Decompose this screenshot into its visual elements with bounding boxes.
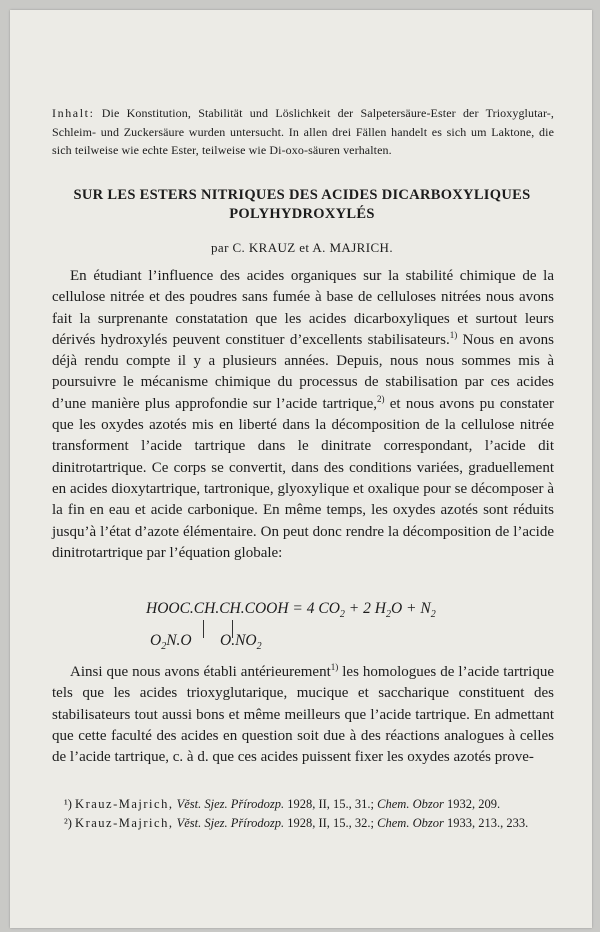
body-text-continued <box>52 662 554 768</box>
equation-term-h2o: + 2 H <box>344 600 386 617</box>
article-title <box>40 186 564 224</box>
nitrate-group-left <box>150 632 192 653</box>
footnote-2-details2: 1933, 213., 233. <box>443 815 529 830</box>
abstract-text: Die Konstitution, Stabilität und Löslichkeit der Salpetersäure-Ester der Trioxyglutar-, Schleim- und Zuckersäure wurden untersucht. In allen drei Fällen handelt es sich um Laktone, die sich teilweise wie echte Ester, teilweise wie Di-oxo-säuren verhalten. <box>52 106 554 158</box>
footnote-1-authors: Krauz-Majrich, <box>75 797 174 811</box>
nitrate-left-o: O <box>150 632 162 649</box>
n2-subscript: 2 <box>430 609 436 621</box>
footnote-2-journal2: Chem. Obzor <box>377 815 444 830</box>
footnote-2-journal: Věst. Sjez. Přírodozp. <box>176 815 285 830</box>
nitrate-left-no: N.O <box>166 632 192 649</box>
footnote-1-details: 1928, II, 15., 31.; <box>284 797 375 811</box>
footnotes <box>52 796 554 834</box>
chemical-equation <box>0 598 600 658</box>
paragraph-1-part-b: Nous en avons déjà rendu compte il y a plusieurs années. Depuis, nous nous sommes mis à poursuivre le mécanisme chimique du processus de stabilisation par ces acides d’une manière plus approfondie sur l’acide tartrique, <box>52 331 555 412</box>
footnote-2-authors: Krauz-Majrich, <box>75 815 174 830</box>
paragraph-1-part-a: En étudiant l’influence des acides organiques sur la stabilité chimique de la cellulose nitrée et des poudres sans fumée à base de celluloses nitrées nous avons fait la surprenante constatation que les acides dicarboxyliques et surtout leurs dérivés hydroxylés peuvent constituer d’excellents stabilisateurs. <box>52 268 554 348</box>
h2o-subscript: 2 <box>385 609 391 621</box>
footnote-2-mark: ²) <box>64 815 72 830</box>
footnote-ref-1: 1) <box>449 329 458 340</box>
footnote-1 <box>52 796 554 813</box>
footnote-1-journal2: Chem. Obzor <box>377 797 444 811</box>
abstract-label: Inhalt: <box>52 106 95 120</box>
body-text <box>52 266 554 564</box>
nitrate-left-sub: 2 <box>161 641 167 653</box>
paragraph-2-part-b: les homologues de l’acide tartrique tels que les acides trioxyglutarique, mucique et saccharique constituent des stabilisateurs tout aussi bons et même meilleurs que l’acide tartrique. En admettant que cette faculté des acides en question soit due à des réactions analogues à celles de l’acide tartrique, c. à d. que ces acides puissent fixer les oxydes azotés prove- <box>52 664 554 766</box>
co2-subscript: 2 <box>339 609 345 621</box>
title-line-2: POLYHYDROXYLÉS <box>229 206 375 222</box>
paragraph-2 <box>52 662 554 768</box>
equation-main-line <box>146 600 436 621</box>
nitrate-group-right <box>220 632 262 653</box>
footnote-ref-1b: 1) <box>330 662 339 672</box>
bond-line-left <box>203 620 204 638</box>
equation-term-n2: O + N <box>390 600 431 617</box>
title-line-1: SUR LES ESTERS NITRIQUES DES ACIDES DICARBOXYLIQUES <box>73 187 531 203</box>
nitrate-right-ono: O.NO <box>220 632 257 649</box>
paragraph-2-part-a: Ainsi que nous avons établi antérieurement <box>70 664 331 680</box>
equation-lhs: HOOC.CH.CH.COOH <box>146 600 289 617</box>
footnote-ref-2: 2) <box>377 393 385 404</box>
authors-line: par C. KRAUZ et A. MAJRICH. <box>211 240 393 255</box>
footnote-2 <box>52 815 554 832</box>
equation-term-co2: = 4 CO <box>288 600 340 617</box>
paragraph-1-part-c: et nous avons pu constater que les oxydes azotés mis en liberté dans la décomposition de la cellulose nitrée transforment l’acide tartrique dans le dinitrate correspondant, l’acide dit dinitrotartrique. Ce corps se convertit, dans des conditions variées, graduellement en acides dioxytartrique, tartronique, glyoxylique et oxalique pour se décomposer à la fin en eau et acide carbonique. En même temps, les oxydes azotés sont réduits jusqu’à l’état d’azote élémentaire. On peut donc rendre la décomposition de l’acide dinitrotartrique par l’équation globale: <box>52 395 554 561</box>
footnote-1-mark: ¹) <box>64 797 72 811</box>
nitrate-right-sub: 2 <box>256 641 262 653</box>
footnote-1-details2: 1932, 209. <box>443 797 501 811</box>
abstract <box>52 104 554 160</box>
footnote-1-journal: Věst. Sjez. Přírodozp. <box>176 797 285 811</box>
paragraph-1 <box>52 266 554 564</box>
footnote-2-details: 1928, II, 15., 32.; <box>284 815 375 830</box>
